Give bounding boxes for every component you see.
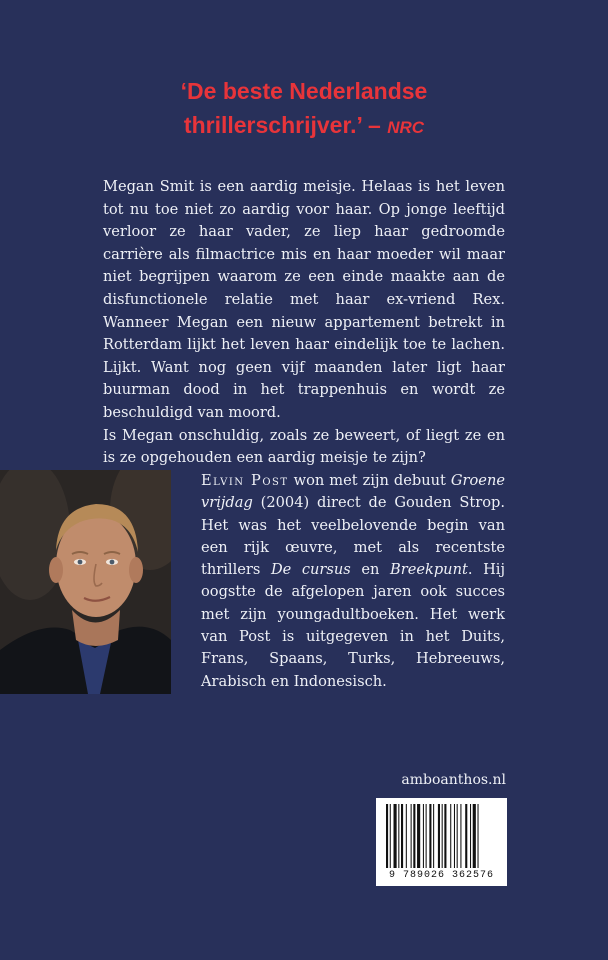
quote-line-1: ‘De beste Nederlandse: [180, 78, 428, 104]
book-title-breekpunt: Breekpunt: [390, 561, 468, 579]
bio-text-3: en: [350, 561, 391, 579]
isbn-barcode: [376, 798, 507, 886]
bio-text-2: (2004) direct de Gouden Strop. Het was het veelbelovende begin van een rijk œuvre, met als recentste thrillers: [201, 494, 505, 579]
publisher-website: amboanthos.nl: [401, 772, 506, 788]
author-photo: [0, 470, 171, 694]
isbn-number: 9 789026 362576: [388, 870, 494, 881]
book-title-groene-vrijdag: Groene vrijdag: [201, 472, 505, 512]
quote-line-2: [0, 108, 608, 145]
cover-quote: [0, 74, 608, 145]
blurb-paragraph-2: Is Megan onschuldig, zoals ze beweert, of liegt ze en is ze opgehouden een aardig meisje te zijn?: [103, 426, 505, 467]
quote-source: NRC: [387, 118, 425, 137]
book-blurb: [103, 176, 505, 470]
bio-text-1: won met zijn debuut: [288, 472, 451, 489]
author-bio: [201, 470, 505, 693]
bio-text-4: . Hij oogstte de afgelopen jaren ook succes met zijn youngadultboeken. Het werk van Post is uitgegeven in het Duits, Frans, Spaans, Turks, Hebreeuws, Arabisch en Indonesisch.: [201, 561, 505, 690]
book-title-de-cursus: De cursus: [270, 561, 351, 579]
author-name: Elvin Post: [201, 472, 289, 489]
blurb-paragraph-1: Megan Smit is een aardig meisje. Helaas is het leven tot nu toe niet zo aardig voor haar. Op jonge leeftijd verloor ze haar vader, ze liep haar gedroomde carrière als filmactrice mis en haar moeder wil maar niet begrijpen waarom ze een einde maakte aan de disfunctionele relatie met haar ex-vriend Rex. Wanneer Megan een nieuw appartement betrekt in Rotterdam lijkt het leven haar eindelijk toe te lachen. Lijkt. Want nog geen vijf maanden later ligt haar buurman dood in het trappenhuis en wordt ze beschuldigd van moord.: [103, 178, 505, 421]
quote-text: thrillerschrijver.’ –: [183, 112, 388, 138]
